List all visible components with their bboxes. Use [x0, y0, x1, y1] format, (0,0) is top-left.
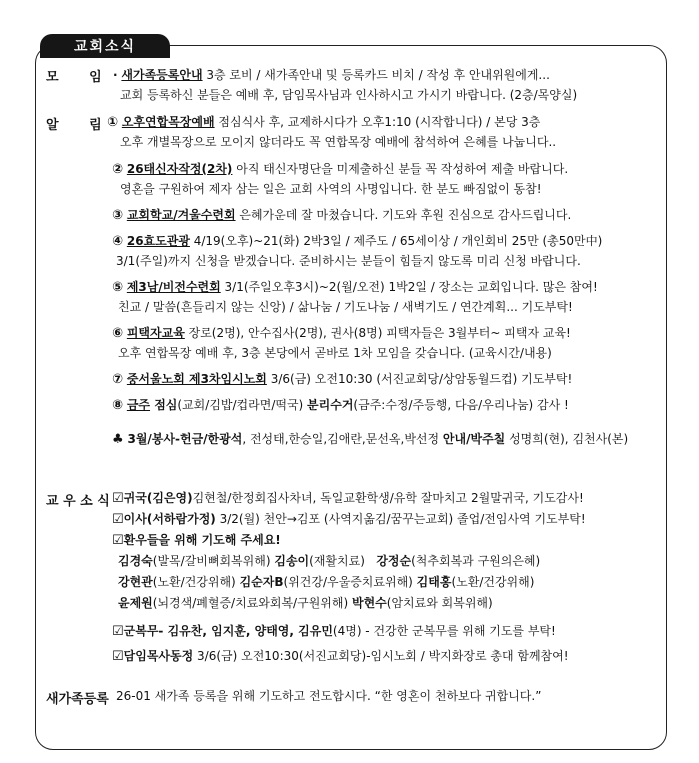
- label-gyowoo: 교 우 소 식: [46, 494, 110, 509]
- rest-4: 4/19(오후)~21(화) 2박3일 / 제주도 / 65세이상 / 개인회비 25만 (총50만中): [189, 234, 603, 248]
- pastor-head: 담임목사동정: [123, 649, 194, 663]
- patient-name: 김경숙: [118, 554, 153, 568]
- rest-3: 은혜가운데 잘 마쳤습니다. 기도와 후원 진심으로 감사드립니다.: [235, 208, 572, 222]
- service-offering: 3월/봉사-헌금/한광석: [127, 432, 243, 446]
- military-head: 군복무- 김유찬, 임지훈, 양태영, 김유민: [123, 624, 333, 638]
- member-news-2-rest: 3/2(월) 천안→김포 (사역지옮김/꿈꾸는교회) 졸업/전임사역 기도부탁!: [215, 512, 586, 526]
- rest-6: 장로(2명), 안수집사(2명), 권사(8명) 피택자들은 3월부터~ 피택자 교육!: [184, 326, 571, 340]
- notice-item-4-line2: 3/1(주일)까지 신청을 받겠습니다. 준비하시는 분들이 힘들지 않도록 미리 신청 바랍니다.: [116, 254, 581, 268]
- notice-item-8: [112, 396, 569, 415]
- num-5: ⑤: [112, 280, 124, 295]
- rest-1: 점심식사 후, 교제하시다가 오후1:10 (시작합니다) / 본당 3층: [214, 115, 541, 129]
- service-guide-names: 성명희(현), 김천사(본): [505, 432, 629, 446]
- member-news-1-rest: 김현철/한정회집사차녀, 독일교환학생/유학 잘마치고 2월말귀국, 기도감사!: [192, 491, 584, 505]
- member-news-2-head: 이사(서하람가정): [123, 512, 216, 526]
- patient-name: 김송이: [274, 554, 310, 568]
- rest-7: 3/6(금) 오전10:30 (서진교회당/상암동월드컵) 기도부탁!: [266, 372, 573, 386]
- service-line: [112, 430, 628, 449]
- num-3: ③: [112, 208, 124, 223]
- club-icon: ♣: [112, 432, 124, 447]
- label-allim: [46, 114, 102, 133]
- head-1: 오후연합목장예배: [121, 115, 215, 129]
- patient-row-1: [118, 552, 540, 570]
- notice-item-6: [112, 324, 571, 343]
- patient-detail: (위건강/우울증치료위해): [283, 575, 413, 589]
- item8-recycle-detail: (금주:수정/주등행, 다음/우리나눔) 감사 !: [353, 398, 569, 412]
- member-news-1: [112, 489, 584, 508]
- member-news-3-head: 환우들을 위해 기도해 주세요!: [123, 533, 281, 547]
- military-rest: (4명) - 건강한 군복무를 위해 기도를 부탁!: [332, 624, 556, 638]
- patient-detail: (척추회복과 구원의은혜): [411, 554, 541, 568]
- num-1: ①: [107, 115, 119, 130]
- patient-detail: (노환/건강위해): [451, 575, 535, 589]
- patient-row-2: [118, 573, 534, 591]
- notice-item-1: [107, 113, 540, 132]
- head-4: 26효도관광: [126, 234, 190, 248]
- notice-item-5-line2: 친교 / 말씀(흔들리지 않는 신앙) / 삶나눔 / 기도나눔 / 새벽기도 / 연간계획... 기도부탁!: [118, 300, 573, 314]
- notice-item-2-line2: 영혼을 구원하여 제자 삼는 일은 교회 사역의 사명입니다. 한 분도 빠짐없이 동참!: [120, 182, 542, 196]
- pastor-rest: 3/6(금) 오전10:30(서진교회당)-임시노회 / 박지화장로 총대 함께참여!: [193, 649, 569, 663]
- num-6: ⑥: [112, 326, 124, 341]
- patient-detail: (재활치료): [309, 554, 365, 568]
- num-8: ⑧: [112, 398, 124, 413]
- bullet: ·: [113, 68, 118, 82]
- patient-detail: (뇌경색/폐혈증/치료와회복/구원위해): [152, 596, 349, 610]
- patient-name: 강정순: [376, 554, 412, 568]
- item8-lunch-detail: (교회/김밥/컵라면/떡국): [177, 398, 308, 412]
- notice-item-5: [112, 278, 598, 297]
- label-allim-b: 림: [89, 118, 102, 133]
- num-4: ④: [112, 234, 124, 249]
- label-allim-a: 알: [46, 118, 59, 133]
- patient-name: 윤제원: [118, 596, 153, 610]
- notice-item-1-line2: 오후 개별목장으로 모이지 않더라도 꼭 연합목장 예배에 참석하여 은혜를 나눕니다..: [120, 135, 557, 149]
- head-3: 교회학교/겨울수련회: [126, 208, 236, 222]
- notice-item-2: [112, 160, 568, 179]
- head-2: 26태신자작정(2차): [126, 162, 233, 176]
- checkbox-icon: ☑: [112, 624, 124, 639]
- label-moim-a: 모: [46, 70, 59, 85]
- head-8: 금주: [126, 398, 151, 412]
- patient-name: 김순자B: [239, 575, 284, 589]
- rest-5: 3/1(주일오후3시)~2(월/오전) 1박2일 / 장소는 교회입니다. 많은 참여!: [220, 280, 598, 294]
- patient-detail: (발목/갈비뼈회복위해): [152, 554, 271, 568]
- notice-item-6-line2: 오후 연합목장 예배 후, 3층 본당에서 곧바로 1차 모임을 갖습니다. (교육시간/내용): [118, 346, 552, 360]
- checkbox-icon: ☑: [112, 512, 124, 527]
- label-saegajok: 새가족등록: [46, 692, 109, 707]
- member-news-1-head: 귀국(김은영): [123, 491, 193, 505]
- patient-name: 박현수: [351, 596, 387, 610]
- label-moim-b: 임: [89, 70, 102, 85]
- checkbox-icon: ☑: [112, 649, 124, 664]
- rest-2: 아직 태신자명단을 미제출하신 분들 꼭 작성하여 제출 바랍니다.: [232, 162, 569, 176]
- member-news-2: [112, 510, 586, 529]
- label-moim: [46, 66, 102, 85]
- item8-recycle: 분리수거: [307, 398, 354, 412]
- head-5: 제3남/비전수련회: [126, 280, 221, 294]
- saegajok-text: 26-01 새가족 등록을 위해 기도하고 전도합시다. “한 영혼이 천하보다 귀합니다.”: [116, 689, 542, 703]
- num-7: ⑦: [112, 372, 124, 387]
- item8-lunch: 점심: [150, 398, 178, 412]
- head-7: 중서울노회 제3차임시노회: [126, 372, 267, 386]
- patient-row-3: [118, 594, 493, 612]
- member-news-4: [112, 622, 556, 641]
- head-6: 피택자교육: [126, 326, 185, 340]
- notice-item-3: [112, 206, 571, 225]
- num-2: ②: [112, 162, 124, 177]
- notice-item-4: [112, 232, 602, 251]
- section-title-tab: 교회소식: [40, 34, 170, 58]
- moim-line-2: 교회 등록하신 분들은 예배 후, 담임목사님과 인사하시고 가시기 바랍니다. (2층/목양실): [120, 88, 578, 102]
- moim-head: 새가족등록안내: [121, 68, 203, 82]
- patient-detail: (노환/건강위해): [152, 575, 236, 589]
- moim-rest: 3층 로비 / 새가족안내 및 등록카드 비치 / 작성 후 안내위원에게...: [202, 68, 550, 82]
- patient-name: 강현관: [118, 575, 153, 589]
- patient-name: 김태홍: [416, 575, 452, 589]
- checkbox-icon: ☑: [112, 491, 124, 506]
- notice-item-7: [112, 370, 572, 389]
- checkbox-icon: ☑: [112, 533, 124, 548]
- patient-detail: (암치료와 회복위해): [386, 596, 493, 610]
- moim-line-1: [113, 66, 550, 84]
- member-news-3: [112, 531, 281, 550]
- service-guide: 안내/박주칠: [442, 432, 506, 446]
- service-offering-names: , 전성태,한승일,김애란,문선옥,박선정: [242, 432, 443, 446]
- member-news-5: [112, 647, 569, 666]
